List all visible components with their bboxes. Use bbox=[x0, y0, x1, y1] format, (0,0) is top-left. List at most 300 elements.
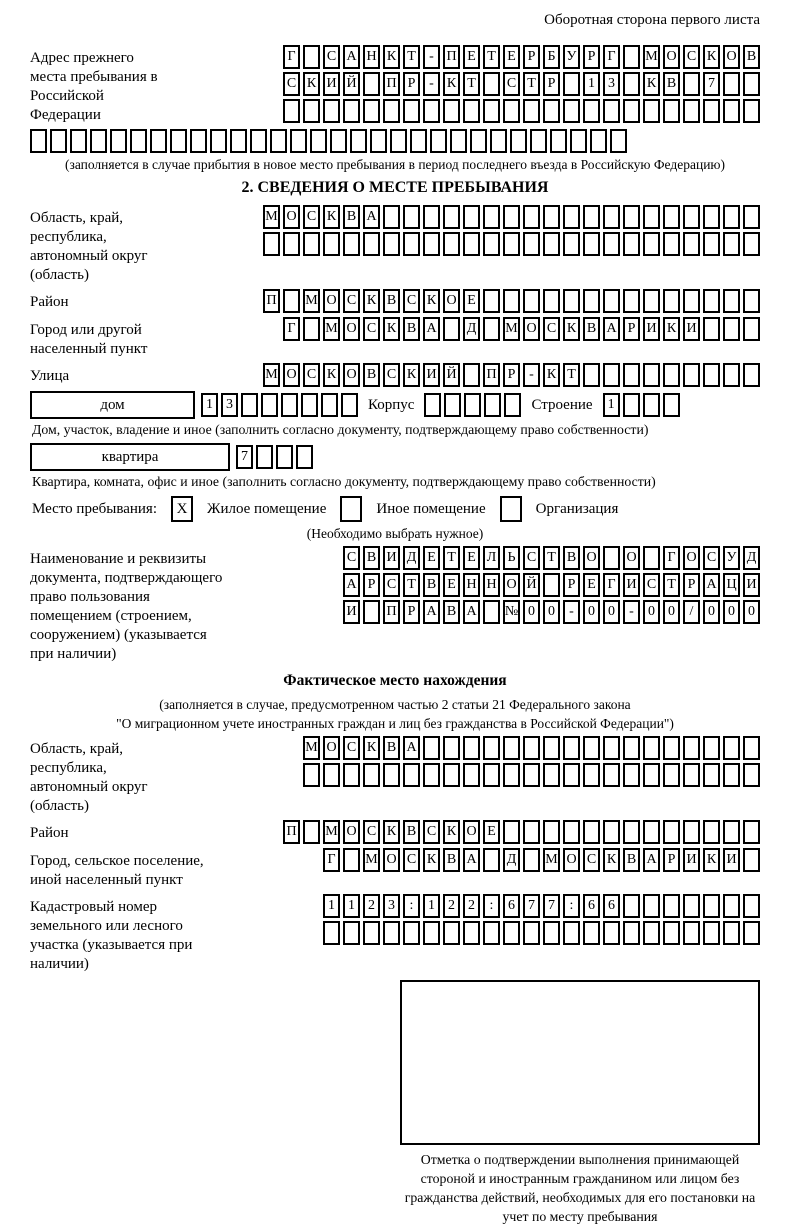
char-cell[interactable] bbox=[543, 573, 560, 597]
char-cell[interactable] bbox=[583, 363, 600, 387]
char-cell[interactable]: В bbox=[443, 600, 460, 624]
char-cell[interactable] bbox=[663, 205, 680, 229]
char-cell[interactable] bbox=[543, 99, 560, 123]
char-cell[interactable]: 0 bbox=[743, 600, 760, 624]
char-cell[interactable] bbox=[150, 129, 167, 153]
char-cell[interactable] bbox=[523, 232, 540, 256]
checkbox-other-premises[interactable] bbox=[340, 496, 362, 522]
char-cell[interactable]: 6 bbox=[583, 894, 600, 918]
char-cell[interactable] bbox=[250, 129, 267, 153]
char-cell[interactable] bbox=[403, 205, 420, 229]
char-cell[interactable]: С bbox=[283, 72, 300, 96]
checkbox-residential[interactable]: X bbox=[171, 496, 193, 522]
char-cell[interactable] bbox=[310, 129, 327, 153]
char-cell[interactable] bbox=[483, 600, 500, 624]
char-cell[interactable] bbox=[530, 129, 547, 153]
char-cell[interactable]: Г bbox=[603, 573, 620, 597]
char-cell[interactable] bbox=[643, 820, 660, 844]
char-cell[interactable]: Т bbox=[663, 573, 680, 597]
char-cell[interactable] bbox=[363, 921, 380, 945]
char-cell[interactable] bbox=[623, 921, 640, 945]
char-cell[interactable] bbox=[703, 736, 720, 760]
char-cell[interactable]: К bbox=[363, 736, 380, 760]
char-cell[interactable]: : bbox=[563, 894, 580, 918]
char-cell[interactable]: С bbox=[423, 820, 440, 844]
char-cell[interactable] bbox=[323, 232, 340, 256]
char-cell[interactable]: 2 bbox=[363, 894, 380, 918]
char-cell[interactable] bbox=[370, 129, 387, 153]
char-cell[interactable]: : bbox=[483, 894, 500, 918]
char-cell[interactable]: М bbox=[303, 289, 320, 313]
char-cell[interactable] bbox=[623, 363, 640, 387]
char-cell[interactable]: К bbox=[403, 363, 420, 387]
char-cell[interactable]: В bbox=[743, 45, 760, 69]
char-cell[interactable]: К bbox=[303, 72, 320, 96]
char-cell[interactable]: К bbox=[383, 820, 400, 844]
char-cell[interactable]: С bbox=[323, 45, 340, 69]
char-cell[interactable]: 6 bbox=[503, 894, 520, 918]
char-cell[interactable] bbox=[623, 736, 640, 760]
char-cell[interactable] bbox=[443, 763, 460, 787]
char-cell[interactable] bbox=[643, 232, 660, 256]
char-cell[interactable] bbox=[483, 921, 500, 945]
char-cell[interactable] bbox=[603, 546, 620, 570]
char-cell[interactable]: В bbox=[343, 205, 360, 229]
char-cell[interactable] bbox=[303, 763, 320, 787]
char-cell[interactable]: Т bbox=[543, 546, 560, 570]
char-cell[interactable] bbox=[383, 921, 400, 945]
char-cell[interactable]: У bbox=[563, 45, 580, 69]
char-cell[interactable]: 7 bbox=[236, 445, 253, 469]
char-cell[interactable] bbox=[603, 232, 620, 256]
char-cell[interactable]: Й bbox=[343, 72, 360, 96]
char-cell[interactable]: 1 bbox=[323, 894, 340, 918]
char-cell[interactable] bbox=[323, 763, 340, 787]
char-cell[interactable]: Е bbox=[483, 820, 500, 844]
char-cell[interactable]: 3 bbox=[603, 72, 620, 96]
char-cell[interactable] bbox=[443, 921, 460, 945]
char-cell[interactable] bbox=[463, 205, 480, 229]
char-cell[interactable]: О bbox=[443, 289, 460, 313]
char-cell[interactable]: Д bbox=[503, 848, 520, 872]
char-cell[interactable] bbox=[623, 289, 640, 313]
char-cell[interactable] bbox=[503, 289, 520, 313]
char-cell[interactable]: К bbox=[323, 205, 340, 229]
char-cell[interactable]: В bbox=[663, 72, 680, 96]
char-cell[interactable] bbox=[190, 129, 207, 153]
char-cell[interactable] bbox=[403, 99, 420, 123]
char-cell[interactable] bbox=[463, 736, 480, 760]
char-cell[interactable]: Ц bbox=[723, 573, 740, 597]
char-cell[interactable]: Р bbox=[563, 573, 580, 597]
char-cell[interactable]: О bbox=[583, 546, 600, 570]
char-cell[interactable]: О bbox=[383, 848, 400, 872]
char-cell[interactable]: - bbox=[423, 72, 440, 96]
char-cell[interactable] bbox=[723, 205, 740, 229]
char-cell[interactable]: О bbox=[283, 363, 300, 387]
char-cell[interactable] bbox=[363, 763, 380, 787]
char-cell[interactable]: О bbox=[323, 736, 340, 760]
char-cell[interactable]: С bbox=[363, 317, 380, 341]
char-cell[interactable]: У bbox=[723, 546, 740, 570]
char-cell[interactable]: К bbox=[423, 289, 440, 313]
char-cell[interactable]: К bbox=[703, 45, 720, 69]
char-cell[interactable] bbox=[230, 129, 247, 153]
char-cell[interactable] bbox=[470, 129, 487, 153]
char-cell[interactable] bbox=[363, 72, 380, 96]
char-cell[interactable] bbox=[663, 289, 680, 313]
char-cell[interactable]: Т bbox=[403, 45, 420, 69]
char-cell[interactable] bbox=[743, 921, 760, 945]
char-cell[interactable] bbox=[623, 820, 640, 844]
char-cell[interactable] bbox=[603, 99, 620, 123]
char-cell[interactable] bbox=[610, 129, 627, 153]
char-cell[interactable]: Т bbox=[443, 546, 460, 570]
char-cell[interactable] bbox=[743, 848, 760, 872]
char-cell[interactable] bbox=[543, 736, 560, 760]
char-cell[interactable] bbox=[450, 129, 467, 153]
char-cell[interactable]: Т bbox=[523, 72, 540, 96]
char-cell[interactable] bbox=[90, 129, 107, 153]
char-cell[interactable]: Т bbox=[403, 573, 420, 597]
char-cell[interactable]: 1 bbox=[583, 72, 600, 96]
char-cell[interactable]: О bbox=[683, 546, 700, 570]
char-cell[interactable]: 6 bbox=[603, 894, 620, 918]
char-cell[interactable]: К bbox=[363, 289, 380, 313]
char-cell[interactable] bbox=[683, 205, 700, 229]
char-cell[interactable]: О bbox=[723, 45, 740, 69]
char-cell[interactable]: А bbox=[403, 736, 420, 760]
char-cell[interactable]: 0 bbox=[723, 600, 740, 624]
char-cell[interactable]: К bbox=[563, 317, 580, 341]
char-cell[interactable]: С bbox=[703, 546, 720, 570]
char-cell[interactable]: 0 bbox=[603, 600, 620, 624]
char-cell[interactable] bbox=[723, 736, 740, 760]
char-cell[interactable] bbox=[683, 763, 700, 787]
char-cell[interactable] bbox=[623, 232, 640, 256]
char-cell[interactable]: Б bbox=[543, 45, 560, 69]
char-cell[interactable] bbox=[663, 363, 680, 387]
char-cell[interactable] bbox=[603, 763, 620, 787]
char-cell[interactable] bbox=[483, 289, 500, 313]
char-cell[interactable] bbox=[703, 317, 720, 341]
char-cell[interactable] bbox=[723, 763, 740, 787]
char-cell[interactable]: С bbox=[383, 573, 400, 597]
char-cell[interactable]: Е bbox=[583, 573, 600, 597]
char-cell[interactable] bbox=[321, 393, 338, 417]
char-cell[interactable] bbox=[743, 99, 760, 123]
confirmation-stamp-box[interactable] bbox=[400, 980, 760, 1145]
char-cell[interactable]: 3 bbox=[221, 393, 238, 417]
char-cell[interactable] bbox=[483, 72, 500, 96]
char-cell[interactable] bbox=[281, 393, 298, 417]
char-cell[interactable] bbox=[663, 763, 680, 787]
char-cell[interactable]: А bbox=[643, 848, 660, 872]
char-cell[interactable]: В bbox=[383, 736, 400, 760]
char-cell[interactable] bbox=[483, 205, 500, 229]
char-cell[interactable]: 7 bbox=[703, 72, 720, 96]
char-cell[interactable]: К bbox=[703, 848, 720, 872]
char-cell[interactable]: С bbox=[363, 820, 380, 844]
char-cell[interactable]: С bbox=[643, 573, 660, 597]
char-cell[interactable] bbox=[703, 289, 720, 313]
char-cell[interactable] bbox=[643, 205, 660, 229]
char-cell[interactable] bbox=[563, 232, 580, 256]
char-cell[interactable]: Д bbox=[403, 546, 420, 570]
char-cell[interactable] bbox=[663, 736, 680, 760]
char-cell[interactable]: С bbox=[403, 289, 420, 313]
char-cell[interactable]: / bbox=[683, 600, 700, 624]
char-cell[interactable] bbox=[390, 129, 407, 153]
char-cell[interactable] bbox=[663, 894, 680, 918]
char-cell[interactable] bbox=[343, 763, 360, 787]
char-cell[interactable]: Т bbox=[563, 363, 580, 387]
char-cell[interactable]: Н bbox=[463, 573, 480, 597]
char-cell[interactable]: О bbox=[323, 289, 340, 313]
char-cell[interactable] bbox=[623, 72, 640, 96]
char-cell[interactable] bbox=[743, 205, 760, 229]
char-cell[interactable] bbox=[743, 736, 760, 760]
char-cell[interactable] bbox=[543, 763, 560, 787]
char-cell[interactable]: С bbox=[303, 205, 320, 229]
char-cell[interactable] bbox=[723, 363, 740, 387]
char-cell[interactable] bbox=[503, 736, 520, 760]
char-cell[interactable] bbox=[303, 820, 320, 844]
char-cell[interactable] bbox=[130, 129, 147, 153]
char-cell[interactable] bbox=[583, 921, 600, 945]
char-cell[interactable] bbox=[283, 99, 300, 123]
char-cell[interactable]: К bbox=[663, 317, 680, 341]
char-cell[interactable] bbox=[303, 232, 320, 256]
char-cell[interactable]: О bbox=[283, 205, 300, 229]
char-cell[interactable]: Д bbox=[463, 317, 480, 341]
char-cell[interactable] bbox=[263, 232, 280, 256]
char-cell[interactable]: В bbox=[363, 546, 380, 570]
char-cell[interactable]: А bbox=[363, 205, 380, 229]
char-cell[interactable] bbox=[703, 99, 720, 123]
char-cell[interactable] bbox=[483, 99, 500, 123]
char-cell[interactable]: М bbox=[363, 848, 380, 872]
char-cell[interactable]: Й bbox=[523, 573, 540, 597]
char-cell[interactable] bbox=[443, 736, 460, 760]
char-cell[interactable]: Р bbox=[663, 848, 680, 872]
char-cell[interactable] bbox=[403, 763, 420, 787]
char-cell[interactable] bbox=[543, 820, 560, 844]
char-cell[interactable]: - bbox=[523, 363, 540, 387]
char-cell[interactable] bbox=[443, 99, 460, 123]
char-cell[interactable] bbox=[683, 736, 700, 760]
char-cell[interactable]: А bbox=[463, 600, 480, 624]
char-cell[interactable] bbox=[443, 205, 460, 229]
char-cell[interactable]: 0 bbox=[543, 600, 560, 624]
char-cell[interactable] bbox=[463, 363, 480, 387]
char-cell[interactable]: 0 bbox=[583, 600, 600, 624]
char-cell[interactable] bbox=[483, 317, 500, 341]
char-cell[interactable]: О bbox=[463, 820, 480, 844]
char-cell[interactable] bbox=[743, 232, 760, 256]
char-cell[interactable]: И bbox=[423, 363, 440, 387]
char-cell[interactable] bbox=[563, 820, 580, 844]
char-cell[interactable]: Р bbox=[543, 72, 560, 96]
char-cell[interactable] bbox=[543, 205, 560, 229]
char-cell[interactable]: И bbox=[743, 573, 760, 597]
char-cell[interactable] bbox=[444, 393, 461, 417]
char-cell[interactable]: 1 bbox=[603, 393, 620, 417]
char-cell[interactable] bbox=[583, 736, 600, 760]
char-cell[interactable] bbox=[550, 129, 567, 153]
char-cell[interactable]: 3 bbox=[383, 894, 400, 918]
char-cell[interactable] bbox=[410, 129, 427, 153]
char-cell[interactable] bbox=[503, 232, 520, 256]
char-cell[interactable]: Р bbox=[403, 72, 420, 96]
char-cell[interactable] bbox=[743, 289, 760, 313]
char-cell[interactable]: Г bbox=[283, 317, 300, 341]
char-cell[interactable]: И bbox=[383, 546, 400, 570]
char-cell[interactable] bbox=[341, 393, 358, 417]
char-cell[interactable] bbox=[443, 317, 460, 341]
char-cell[interactable]: С bbox=[343, 289, 360, 313]
char-cell[interactable] bbox=[423, 763, 440, 787]
char-cell[interactable] bbox=[583, 232, 600, 256]
char-cell[interactable]: С bbox=[543, 317, 560, 341]
char-cell[interactable]: К bbox=[543, 363, 560, 387]
char-cell[interactable]: И bbox=[323, 72, 340, 96]
char-cell[interactable]: К bbox=[443, 72, 460, 96]
char-cell[interactable] bbox=[663, 921, 680, 945]
char-cell[interactable] bbox=[363, 600, 380, 624]
char-cell[interactable]: Е bbox=[503, 45, 520, 69]
char-cell[interactable] bbox=[483, 232, 500, 256]
char-cell[interactable]: О bbox=[563, 848, 580, 872]
char-cell[interactable]: А bbox=[343, 45, 360, 69]
char-cell[interactable] bbox=[683, 99, 700, 123]
char-cell[interactable]: Р bbox=[623, 317, 640, 341]
char-cell[interactable]: О bbox=[523, 317, 540, 341]
char-cell[interactable]: 0 bbox=[663, 600, 680, 624]
char-cell[interactable] bbox=[703, 232, 720, 256]
char-cell[interactable]: 2 bbox=[463, 894, 480, 918]
char-cell[interactable] bbox=[743, 72, 760, 96]
char-cell[interactable]: И bbox=[643, 317, 660, 341]
char-cell[interactable] bbox=[301, 393, 318, 417]
char-cell[interactable]: Н bbox=[363, 45, 380, 69]
char-cell[interactable] bbox=[170, 129, 187, 153]
char-cell[interactable] bbox=[603, 363, 620, 387]
char-cell[interactable] bbox=[723, 72, 740, 96]
char-cell[interactable] bbox=[290, 129, 307, 153]
char-cell[interactable] bbox=[423, 736, 440, 760]
char-cell[interactable] bbox=[490, 129, 507, 153]
char-cell[interactable] bbox=[683, 820, 700, 844]
char-cell[interactable]: А bbox=[343, 573, 360, 597]
char-cell[interactable] bbox=[563, 205, 580, 229]
char-cell[interactable] bbox=[423, 232, 440, 256]
char-cell[interactable] bbox=[503, 763, 520, 787]
char-cell[interactable] bbox=[383, 232, 400, 256]
char-cell[interactable] bbox=[443, 232, 460, 256]
char-cell[interactable] bbox=[743, 363, 760, 387]
char-cell[interactable]: А bbox=[463, 848, 480, 872]
char-cell[interactable]: 0 bbox=[523, 600, 540, 624]
char-cell[interactable]: 1 bbox=[201, 393, 218, 417]
char-cell[interactable]: Н bbox=[483, 573, 500, 597]
char-cell[interactable]: О bbox=[343, 363, 360, 387]
char-cell[interactable] bbox=[643, 921, 660, 945]
char-cell[interactable] bbox=[363, 232, 380, 256]
char-cell[interactable]: Л bbox=[483, 546, 500, 570]
char-cell[interactable] bbox=[383, 99, 400, 123]
char-cell[interactable]: С bbox=[583, 848, 600, 872]
char-cell[interactable] bbox=[510, 129, 527, 153]
char-cell[interactable] bbox=[363, 99, 380, 123]
char-cell[interactable] bbox=[703, 363, 720, 387]
char-cell[interactable]: Р bbox=[583, 45, 600, 69]
char-cell[interactable]: П bbox=[483, 363, 500, 387]
char-cell[interactable] bbox=[504, 393, 521, 417]
char-cell[interactable] bbox=[583, 820, 600, 844]
char-cell[interactable] bbox=[643, 736, 660, 760]
char-cell[interactable]: О bbox=[343, 317, 360, 341]
char-cell[interactable] bbox=[563, 763, 580, 787]
char-cell[interactable] bbox=[463, 99, 480, 123]
char-cell[interactable]: О bbox=[343, 820, 360, 844]
char-cell[interactable] bbox=[343, 99, 360, 123]
char-cell[interactable]: С bbox=[683, 45, 700, 69]
char-cell[interactable] bbox=[563, 736, 580, 760]
char-cell[interactable] bbox=[424, 393, 441, 417]
char-cell[interactable]: А bbox=[423, 600, 440, 624]
char-cell[interactable]: Г bbox=[323, 848, 340, 872]
char-cell[interactable] bbox=[523, 205, 540, 229]
char-cell[interactable] bbox=[423, 205, 440, 229]
char-cell[interactable] bbox=[303, 99, 320, 123]
char-cell[interactable]: К bbox=[423, 848, 440, 872]
char-cell[interactable] bbox=[383, 763, 400, 787]
char-cell[interactable]: С bbox=[503, 72, 520, 96]
char-cell[interactable]: 0 bbox=[643, 600, 660, 624]
char-cell[interactable]: К bbox=[383, 45, 400, 69]
char-cell[interactable]: И bbox=[623, 573, 640, 597]
char-cell[interactable] bbox=[590, 129, 607, 153]
char-cell[interactable] bbox=[663, 232, 680, 256]
char-cell[interactable] bbox=[743, 317, 760, 341]
char-cell[interactable]: Д bbox=[743, 546, 760, 570]
char-cell[interactable] bbox=[463, 232, 480, 256]
char-cell[interactable] bbox=[403, 921, 420, 945]
char-cell[interactable] bbox=[663, 99, 680, 123]
char-cell[interactable] bbox=[723, 289, 740, 313]
char-cell[interactable]: К bbox=[643, 72, 660, 96]
char-cell[interactable] bbox=[583, 99, 600, 123]
char-cell[interactable] bbox=[523, 736, 540, 760]
char-cell[interactable] bbox=[330, 129, 347, 153]
char-cell[interactable]: П bbox=[383, 600, 400, 624]
char-cell[interactable] bbox=[523, 820, 540, 844]
char-cell[interactable]: И bbox=[683, 848, 700, 872]
char-cell[interactable] bbox=[430, 129, 447, 153]
char-cell[interactable] bbox=[403, 232, 420, 256]
char-cell[interactable]: Й bbox=[443, 363, 460, 387]
char-cell[interactable] bbox=[703, 763, 720, 787]
char-cell[interactable]: Е bbox=[463, 546, 480, 570]
char-cell[interactable] bbox=[483, 848, 500, 872]
char-cell[interactable]: М bbox=[263, 363, 280, 387]
char-cell[interactable] bbox=[583, 205, 600, 229]
char-cell[interactable]: В bbox=[583, 317, 600, 341]
char-cell[interactable] bbox=[563, 72, 580, 96]
char-cell[interactable]: М bbox=[503, 317, 520, 341]
char-cell[interactable] bbox=[743, 894, 760, 918]
